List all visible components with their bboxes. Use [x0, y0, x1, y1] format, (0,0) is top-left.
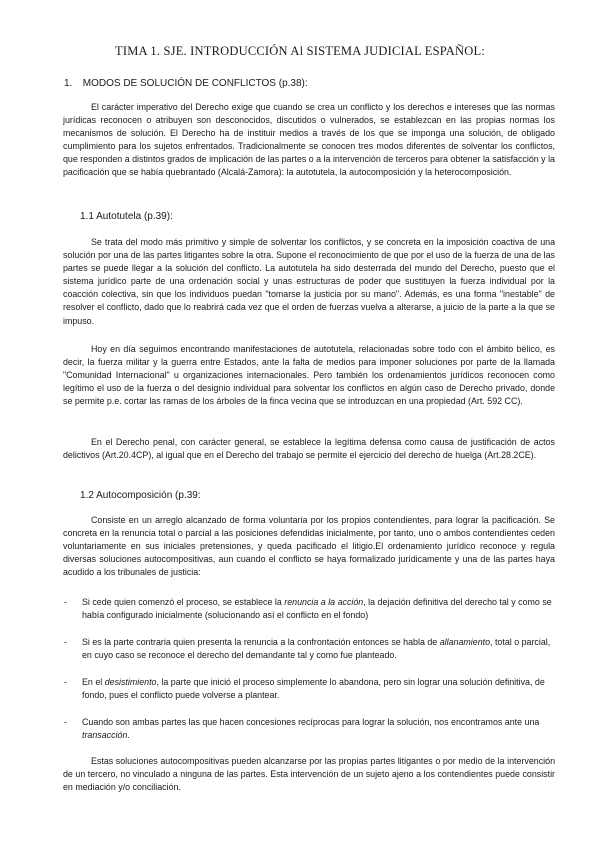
autotutela-paragraph-1: Se trata del modo más primitivo y simple de solventar los conflictos, y se concreta en la imposición coactiva de una solución por una de las partes litigantes sobre la otra. Supone el reconocimiento de que por el uso de la fuerza de una de las partes se puede llegar a la solución del conflicto. La autotutela ha sido desterrada del mundo del Derecho, puesto que el sistema jurídico parte de una ordenación social y unas estructuras de poder que sustituyen la fuerza individual por la coacción colectiva, sin que los individuos puedan "tomarse la justicia por su mano". Además, es una forma "inestable" de resolver el conflicto, dado que lo reabrirá cada vez que el orden de fuerzas vuelva a alterarse, a juicio de la parte a la que se impuso. [63, 237, 555, 326]
section-heading-text: MODOS DE SOLUCIÓN DE CONFLICTOS (p.38): [82, 78, 308, 89]
list-item-text: Si cede quien comenzó el proceso, se establece la renuncia a la acción, la dejación definitiva del derecho tal y como se había configurado inicialmente (solucionando así el conflicto en el fondo) [82, 597, 552, 621]
autotutela-paragraph-2: Hoy en día seguimos encontrando manifestaciones de autotutela, relacionadas sobre todo con el ámbito bélico, es decir, la fuerza militar y la guerra entre Estados, ante la falta de medios para imponer soluciones por parte de la llamada "Comunidad Internacional" u organizaciones internacionales. Pero también los ordenamientos jurídicos reconocen como legítimo el uso de la fuerza o del designio individual para solventar los conflictos en algún caso de Derecho privado, donde se permite p.e. cortar las ramas de los árboles de la finca vecina que se introduzcan en una propiedad (Art. 592 CC). [63, 344, 555, 407]
section-heading [64, 78, 308, 89]
subsection-heading-autocomposicion: 1.2 Autocomposición (p.39: [80, 490, 201, 501]
list-item-text: Cuando son ambas partes las que hacen concesiones recíprocas para lograr la solución, nos encontramos ante una transacción. [82, 717, 540, 741]
intro-paragraph: El carácter imperativo del Derecho exige que cuando se crea un conflicto y los derechos e intereses que las normas jurídicas reconocen o atribuyen son desconocidos, discutidos o vulnerados, se establezcan en las propias normas los mecanismos de solución. El Derecho ha de instituir medios a través de los que se imponga una solución, de obligado cumplimiento para los sujetos enfrentados. Tradicionalmente se conocen tres modos diferentes de solventar los conflictos, que responden a distintos grados de implicación de las partes o a la intervención de terceros para obtener la satisfacción y la pacificación que se había quebrantado (Alcalá-Zamora): la autotutela, la autocomposición y la heterocomposición. [63, 102, 555, 178]
list-bullet: - [64, 597, 67, 607]
autocomposicion-closing-paragraph: Estas soluciones autocompositivas pueden alcanzarse por las propias partes litigantes o por medio de la intervención de un tercero, no vinculado a ninguna de las partes. Esta intervención de un sujeto ajeno a los contendientes puede consistir en mediación y/o conciliación. [63, 756, 555, 793]
emphasis-term: desistimiento [104, 677, 157, 687]
emphasis-term: transacción [82, 730, 128, 741]
emphasis-term: renuncia a la acción [284, 597, 364, 607]
list-item-text: En el desistimiento, la parte que inició el proceso simplemente lo abandona, pero sin lograr una solución definitiva, de fondo, pues el conflicto puede volverse a plantear. [82, 677, 545, 701]
list-item-text: Si es la parte contraria quien presenta la renuncia a la confrontación entonces se habla de allanamiento, total o parcial, en cuyo caso se reconoce el derecho del demandante tal y como fue planteado. [82, 637, 551, 661]
list-bullet: - [64, 717, 67, 727]
autocomposicion-paragraph-1: Consiste en un arreglo alcanzado de forma voluntaria por los propios contendientes, para lograr la pacificación. Se concreta en la renuncia total o parcial a las posiciones defendidas inicialmente, por tanto, uno o ambos contendientes ceden voluntariamente en sus iniciales pretensiones, y queda pacificado el litigio.El ordenamiento jurídico reconoce y regula diversas soluciones autocompositivas, aun cuando el conflicto se haya formalizado jurídicamente y una de las partes haya acudido a los tribunales de justicia: [63, 515, 555, 578]
autotutela-paragraph-3: En el Derecho penal, con carácter general, se establece la legítima defensa como causa de justificación de actos delictivos (Art.20.4CP), al igual que en el Derecho del trabajo se permite el ejercicio del derecho de huelga (Art.28.2CE). [63, 437, 555, 461]
document-title: TIMA 1. SJE. INTRODUCCIÓN Al SISTEMA JUDICIAL ESPAÑOL: [115, 44, 485, 58]
emphasis-term: allanamiento [439, 637, 491, 647]
list-bullet: - [64, 637, 67, 647]
section-number: 1. [64, 78, 73, 89]
subsection-heading-autotutela: 1.1 Autotutela (p.39): [80, 211, 173, 222]
list-bullet: - [64, 677, 67, 687]
